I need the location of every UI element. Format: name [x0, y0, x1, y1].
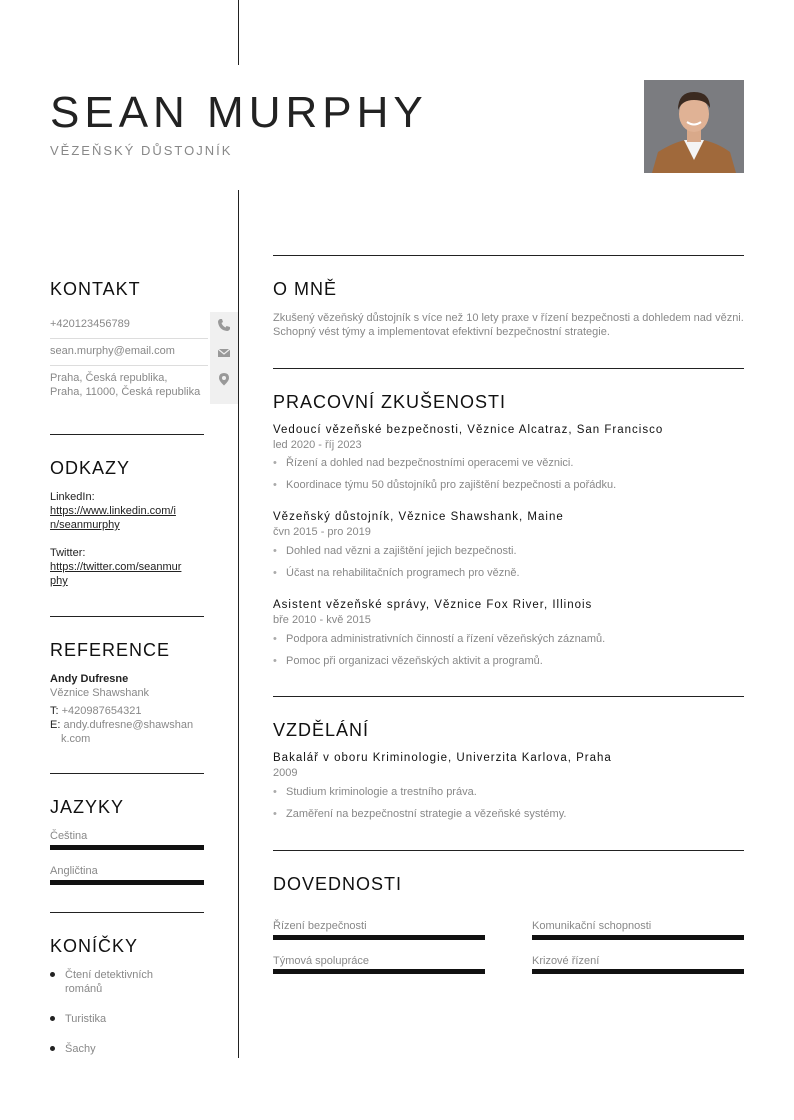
- hobby-item: [50, 968, 220, 998]
- job-bullet-text: Řízení a dohled nad bezpečnostními operacemi ve věznici.: [286, 457, 574, 469]
- job-bullet: • Řízení a dohled nad bezpečnostními operacemi ve věznici.: [273, 457, 574, 469]
- section-divider: [273, 368, 744, 369]
- reference-heading: REFERENCE: [50, 640, 171, 660]
- location-pin-icon: [217, 372, 231, 386]
- education-bullet-text: Zaměření na bezpečnostní strategie a vězeňské systémy.: [286, 808, 567, 820]
- languages-heading: JAZYKY: [50, 797, 125, 817]
- hobby-item: [50, 1042, 220, 1058]
- job-bullet: • Koordinace týmu 50 důstojníků pro zajištění bezpečnosti a pořádku.: [273, 479, 617, 491]
- language-level-bar: [50, 845, 204, 850]
- skill-level-bar: [532, 935, 744, 940]
- job-title: VĚZEŇSKÝ DŮSTOJNÍK: [50, 143, 233, 158]
- hobby-text: Čtení detektivních: [65, 969, 154, 981]
- language-level-bar: [50, 880, 204, 885]
- reference-phone-label: T:: [50, 705, 59, 717]
- reference-name: Andy Dufresne: [50, 673, 129, 685]
- profile-photo: [644, 80, 744, 173]
- reference-email-cont[interactable]: k.com: [61, 733, 91, 745]
- hobby-text-cont: románů: [65, 983, 103, 995]
- contact-separator: [50, 338, 208, 339]
- section-divider: [50, 912, 204, 913]
- job-position: Vězeňský důstojník, Věznice Shawshank, Maine: [273, 511, 564, 523]
- job-bullet: • Dohled nad vězni a zajištění jejich bezpečnosti.: [273, 545, 517, 557]
- reference-email-label: E:: [50, 719, 61, 731]
- skill-level-bar: [273, 969, 485, 974]
- experience-heading: PRACOVNÍ ZKUŠENOSTI: [273, 392, 507, 412]
- address-line-1: Praha, Česká republika,: [50, 372, 168, 384]
- job-bullet: • Podpora administrativních činností a řízení vězeňských záznamů.: [273, 633, 606, 645]
- column-divider-line: [238, 190, 239, 1058]
- top-divider-line: [238, 0, 239, 65]
- section-divider: [50, 616, 204, 617]
- education-bullet: • Studium kriminologie a trestního práva.: [273, 786, 477, 798]
- hobbies-heading: KONÍČKY: [50, 936, 139, 956]
- education-heading: VZDĚLÁNÍ: [273, 720, 370, 740]
- job-date: čvn 2015 - pro 2019: [273, 526, 371, 538]
- linkedin-link-cont[interactable]: n/seanmurphy: [50, 519, 120, 531]
- address-line-2: Praha, 11000, Česká republika: [50, 386, 201, 398]
- skill-name: Řízení bezpečnosti: [273, 920, 367, 932]
- job-bullet-text: Dohled nad vězni a zajištění jejich bezpečnosti.: [286, 545, 517, 557]
- section-divider: [50, 773, 204, 774]
- education-bullet-text: Studium kriminologie a trestního práva.: [286, 786, 477, 798]
- bullet-dot: [50, 1046, 55, 1051]
- language-name: Čeština: [50, 830, 88, 842]
- reference-phone[interactable]: +420987654321: [61, 705, 142, 717]
- twitter-link-cont[interactable]: phy: [50, 575, 68, 587]
- education-bullet: • Zaměření na bezpečnostní strategie a vězeňské systémy.: [273, 808, 567, 820]
- job-bullet: • Pomoc při organizaci vězeňských aktivit a programů.: [273, 655, 543, 667]
- phone-icon: [217, 318, 231, 332]
- skill-name: Týmová spolupráce: [273, 955, 369, 967]
- links-heading: ODKAZY: [50, 458, 131, 478]
- education-degree: Bakalář v oboru Kriminologie, Univerzita Karlova, Praha: [273, 752, 612, 764]
- job-bullet-text: Podpora administrativních činností a řízení vězeňských záznamů.: [286, 633, 606, 645]
- about-heading: O MNĚ: [273, 279, 338, 299]
- skill-level-bar: [532, 969, 744, 974]
- reference-email-row: [50, 718, 210, 746]
- job-date: led 2020 - říj 2023: [273, 439, 362, 451]
- links-block: [50, 490, 210, 588]
- reference-phone-row: [50, 704, 210, 718]
- job-bullet: • Účast na rehabilitačních programech pro vězně.: [273, 567, 520, 579]
- education-date: 2009: [273, 767, 298, 779]
- contact-icons-strip: [210, 312, 238, 404]
- job-bullet-text: Koordinace týmu 50 důstojníků pro zajištění bezpečnosti a pořádku.: [286, 479, 617, 491]
- bullet-dot: [50, 972, 55, 977]
- job-position: Asistent vězeňské správy, Věznice Fox River, Illinois: [273, 599, 593, 611]
- hobby-text: Turistika: [65, 1013, 107, 1025]
- section-divider: [273, 850, 744, 851]
- about-text: Zkušený vězeňský důstojník s více než 10 lety praxe v řízení bezpečnosti a dohledem nad vězni. Schopný vést týmy a implementovat efektivní bezpečnostní strategie.: [273, 312, 744, 338]
- reference-block: [50, 672, 210, 746]
- hobby-text: Šachy: [65, 1043, 96, 1055]
- twitter-label: Twitter:: [50, 547, 86, 559]
- candidate-name: SEAN MURPHY: [50, 88, 428, 137]
- language-name: Angličtina: [50, 865, 98, 877]
- job-bullet-text: Účast na rehabilitačních programech pro vězně.: [286, 567, 520, 579]
- job-bullet-text: Pomoc při organizaci vězeňských aktivit a programů.: [286, 655, 543, 667]
- bullet-dot: [50, 1016, 55, 1021]
- skill-name: Komunikační schopnosti: [532, 920, 652, 932]
- linkedin-label: LinkedIn:: [50, 491, 95, 503]
- twitter-link[interactable]: https://twitter.com/seanmur: [50, 561, 182, 573]
- skill-level-bar: [273, 935, 485, 940]
- contact-heading: KONTAKT: [50, 279, 141, 299]
- reference-company: Věznice Shawshank: [50, 687, 150, 699]
- job-position: Vedoucí vězeňské bezpečnosti, Věznice Alcatraz, San Francisco: [273, 424, 664, 436]
- contact-email[interactable]: sean.murphy@email.com: [50, 345, 175, 357]
- section-divider: [273, 255, 744, 256]
- reference-email[interactable]: andy.dufresne@shawshan: [63, 719, 194, 731]
- contact-separator: [50, 365, 208, 366]
- section-divider: [273, 696, 744, 697]
- skill-name: Krizové řízení: [532, 955, 600, 967]
- envelope-icon: [217, 346, 231, 360]
- skills-heading: DOVEDNOSTI: [273, 874, 403, 894]
- linkedin-link[interactable]: https://www.linkedin.com/i: [50, 505, 176, 517]
- contact-phone[interactable]: +420123456789: [50, 318, 130, 330]
- hobby-item: [50, 1012, 220, 1028]
- section-divider: [50, 434, 204, 435]
- job-date: bře 2010 - kvě 2015: [273, 614, 371, 626]
